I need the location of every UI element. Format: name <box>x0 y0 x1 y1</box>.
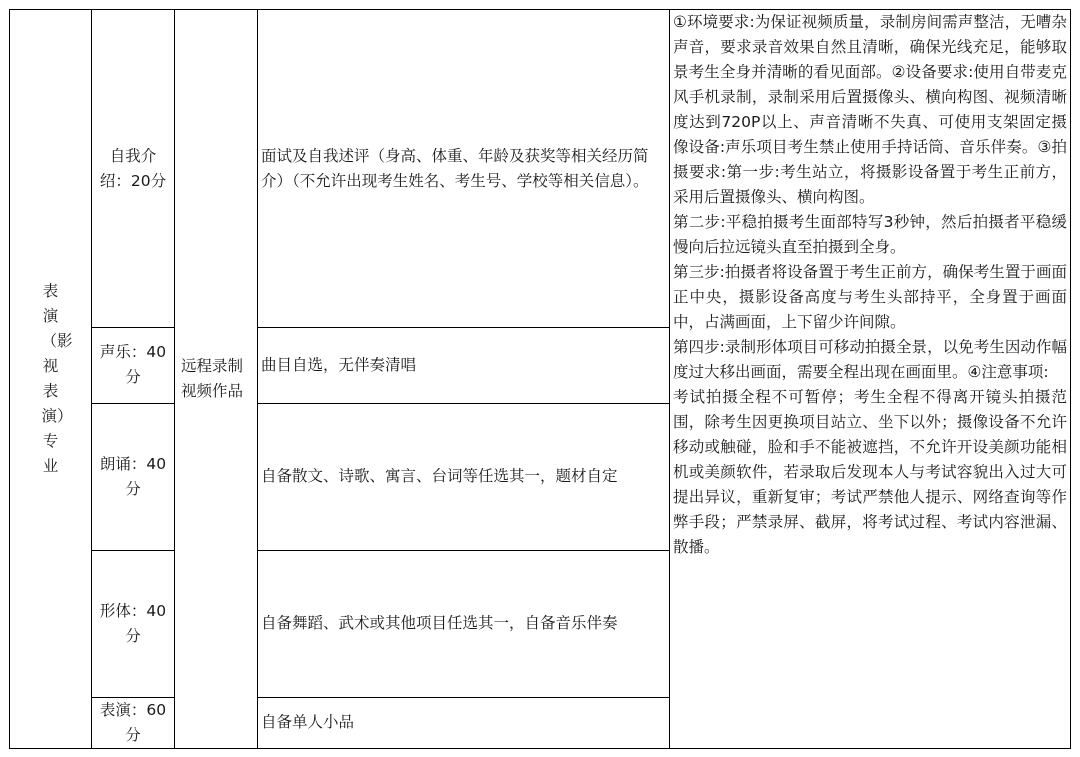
major-label: 表演（影视表演）专业 <box>41 282 73 475</box>
method-cell <box>175 10 258 749</box>
content-cell <box>258 10 670 328</box>
major-cell <box>10 10 92 749</box>
score-label: 形体：40分 <box>99 601 167 645</box>
score-cell <box>92 697 175 748</box>
score-cell <box>92 550 175 697</box>
requirements-paragraph: 考试拍摄全程不可暂停；考生全程不得离开镜头拍摄范围，除考生因更换项目站立、坐下以外；摄像设备不允许移动或触碰，脸和手不能被遮挡，不允许开设美颜功能相机或美颜软件，若录取后发现本人与考试容貌出入过大可提出异议，重新复审；考试严禁他人提示、网络查询等作弊手段；严禁录屏、截屏，将考试过程、考试内容泄漏、散播。 <box>673 388 1067 556</box>
score-label: 声乐：40分 <box>99 343 167 387</box>
content-text: 自备单人小品 <box>261 713 355 732</box>
score-label: 自我介绍：20分 <box>99 146 167 190</box>
requirements-paragraph: 第四步:录制形体项目可移动拍摄全景，以免考生因动作幅度过大移出画面，需要全程出现在画面里。④注意事项: <box>673 338 1067 381</box>
score-cell <box>92 328 175 403</box>
content-cell <box>258 403 670 550</box>
content-cell <box>258 550 670 697</box>
content-text: 曲目自选，无伴奏清唱 <box>261 355 417 374</box>
content-text: 自备散文、诗歌、寓言、台词等任选其一，题材自定 <box>261 467 618 486</box>
content-cell <box>258 697 670 748</box>
content-text: 面试及自我述评（身高、体重、年龄及获奖等相关经历简介）（不允许出现考生姓名、考生号、学校等相关信息）。 <box>261 146 649 190</box>
score-label: 表演：60分 <box>99 700 167 744</box>
score-label: 朗诵：40分 <box>99 454 167 498</box>
table-row <box>10 10 1071 328</box>
requirements-paragraph: 第三步:拍摄者将设备置于考生正前方，确保考生置于画面正中央，摄影设备高度与考生头部持平，全身置于画面中，占满画面，上下留少许间隙。 <box>673 263 1067 331</box>
score-cell <box>92 10 175 328</box>
content-cell <box>258 328 670 403</box>
requirements-cell <box>670 10 1071 749</box>
score-cell <box>92 403 175 550</box>
requirements-paragraph: ①环境要求:为保证视频质量，录制房间需声整洁，无嘈杂声音，要求录音效果自然且清晰，确保光线充足，能够取景考生全身并清晰的看见面部。②设备要求:使用自带麦克风手机录制，录制采用后置摄像头、横向构图、视频清晰度达到720P以上、声音清晰不失真、可使用支架固定摄像设备:声乐项目考生禁止使用手持话筒、音乐伴奏。③拍摄要求:第一步:考生站立，将摄影设备置于考生正前方，采用后置摄像头、横向构图。 <box>673 13 1067 206</box>
exam-requirements-table <box>9 9 1071 749</box>
method-label: 远程录制视频作品 <box>181 357 244 400</box>
requirements-paragraph: 第二步:平稳拍摄考生面部特写3秒钟，然后拍摄者平稳缓慢向后拉远镜头直至拍摄到全身。 <box>673 213 1067 256</box>
content-text: 自备舞蹈、武术或其他项目任选其一，自备音乐伴奏 <box>261 614 618 633</box>
